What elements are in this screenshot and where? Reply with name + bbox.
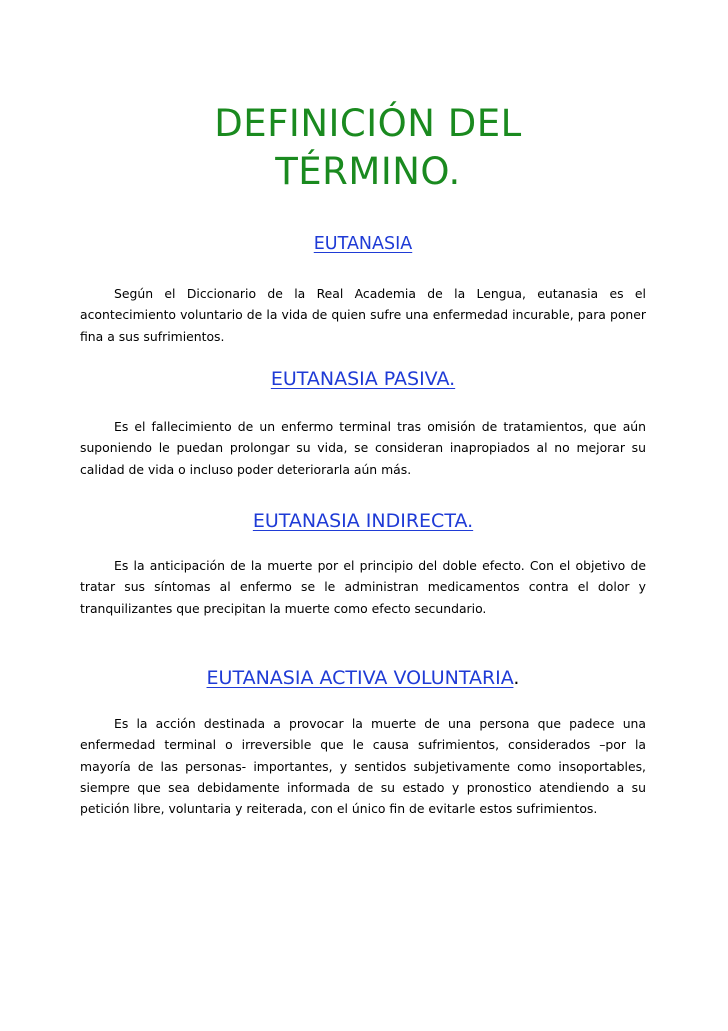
section-paragraph-eutanasia-pasiva: Es el fallecimiento de un enfermo terminal tras omisión de tratamientos, que aún suponiendo le puedan prolongar su vida, se consideran inapropiados al no mejorar su calidad de vida o incluso poder deteriorarla aún más. — [80, 419, 646, 477]
section-paragraph-eutanasia-activa-voluntaria: Es la acción destinada a provocar la muerte de una persona que padece una enfermedad terminal o irreversible que le causa sufrimientos, considerados –por la mayoría de las personas- importantes, y sentidos subjetivamente como insoportables, siempre que sea debidamente informada de su estado y pronostico atendiendo a su petición libre, voluntaria y reiterada, con el único fin de evitarle estos sufrimientos. — [80, 716, 646, 817]
section-heading-eutanasia — [80, 234, 646, 254]
section-heading-eutanasia-pasiva-text: EUTANASIA PASIVA. — [270, 368, 456, 390]
section-heading-eutanasia-indirecta-text: EUTANASIA INDIRECTA. — [252, 510, 474, 532]
section-heading-eutanasia-indirecta — [80, 510, 646, 532]
section-heading-suffix: . — [513, 667, 520, 689]
section-paragraph-eutanasia: Según el Diccionario de la Real Academia de la Lengua, eutanasia es el acontecimiento voluntario de la vida de quien sufre una enfermedad incurable, para poner fina a sus sufrimientos. — [80, 286, 646, 344]
page-title-line-1: DEFINICIÓN DEL — [214, 102, 522, 145]
section-heading-eutanasia-activa-voluntaria — [80, 667, 646, 689]
section-heading-eutanasia-pasiva — [80, 368, 646, 390]
section-paragraph-eutanasia-indirecta: Es la anticipación de la muerte por el principio del doble efecto. Con el objetivo de tratar sus síntomas al enfermo se le administran medicamentos contra el dolor y tranquilizantes que precipitan la muerte como efecto secundario. — [80, 558, 646, 616]
section-heading-eutanasia-activa-voluntaria-text: EUTANASIA ACTIVA VOLUNTARIA — [206, 667, 514, 689]
page-title-line-2: TÉRMINO. — [275, 150, 461, 193]
section-heading-eutanasia-text: EUTANASIA — [313, 234, 413, 254]
page-title — [100, 100, 636, 196]
